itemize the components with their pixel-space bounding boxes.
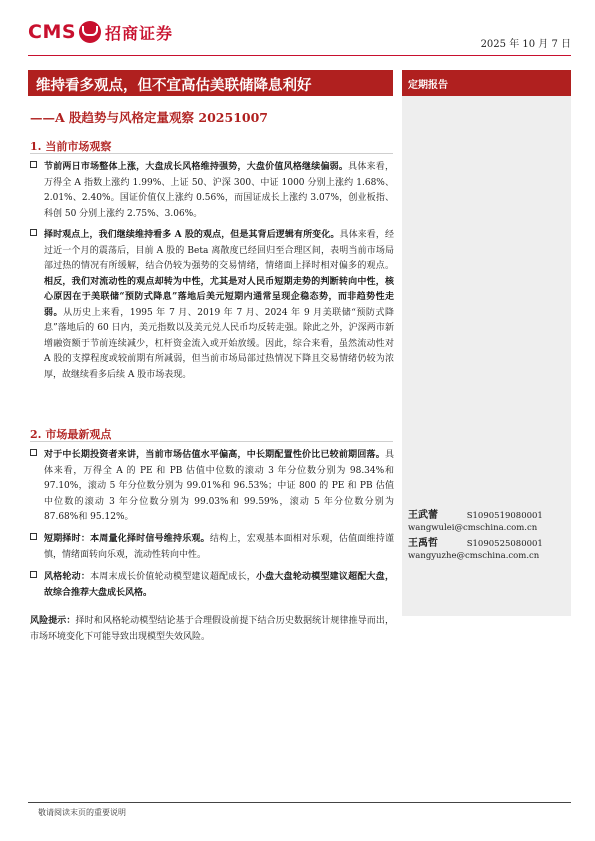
- bullet-text: [44, 532, 394, 563]
- footer-disclaimer: 敬请阅读末页的重要说明: [38, 808, 126, 817]
- list-item: [30, 532, 394, 563]
- bullet-text: [44, 228, 394, 383]
- bullet-text: [44, 570, 394, 601]
- logo-seal-icon: [79, 21, 101, 43]
- bullet-body: 本周末成长价值轮动模型建议超配成长，: [90, 572, 256, 582]
- checkbox-bullet-icon: [30, 449, 37, 456]
- bullet-lead: 节前两日市场整体上涨，大盘成长风格维持强势，大盘价值风格继续偏弱。: [44, 162, 349, 172]
- footer-divider: [28, 802, 571, 803]
- report-title: 维持看多观点，但不宜高估美联储降息利好: [36, 77, 312, 94]
- bullet-body: 具体来看，万得全 A 指数上涨约 1.99%、上证 50、沪深 300、中证 1000 分别上涨约 1.68%、2.01%、2.40%。国证价值仅上涨约 0.56%，而国证成长上涨约 3.07%，创业板指、科创 50 分别上涨约 2.75%、3.06%。: [44, 162, 394, 219]
- bullet-body: 具体来看，经过近一个月的震荡后，目前 A 股的 Beta 离散度已经回归至合理区间，表明当前市场局部过热的情况有所缓解，结合仍较为强势的交易情绪，情绪面上择时相对偏多的观点。: [44, 230, 394, 271]
- bullet-lead: 本周量化择时信号维持乐观。: [90, 534, 210, 544]
- section-divider: [30, 153, 393, 154]
- report-subtitle: ——A 股趋势与风格定量观察 20251007: [30, 110, 268, 125]
- logo-chinese: 招商证券: [105, 23, 174, 43]
- list-item: [30, 160, 394, 222]
- section-heading-2: 2. 市场最新观点: [30, 428, 112, 441]
- analyst-email[interactable]: wangwulei@cmschina.com.cn: [408, 523, 538, 533]
- report-type-label: 定期报告: [408, 80, 448, 91]
- checkbox-bullet-icon: [30, 229, 37, 236]
- bullet-emphasis: 小盘大盘轮动模型建议超配大盘，故综合推荐大盘成长风格。: [44, 572, 394, 598]
- section-divider: [30, 441, 393, 442]
- bullet-lead: 短期择时：: [44, 534, 91, 544]
- risk-label: 风险提示：: [30, 616, 76, 626]
- risk-warning: [30, 614, 394, 645]
- list-item: [30, 448, 394, 526]
- brand-logo: [28, 16, 173, 48]
- analyst-card: [408, 534, 543, 561]
- section-heading-1: 1. 当前市场观察: [30, 140, 112, 153]
- checkbox-bullet-icon: [30, 533, 37, 540]
- bullet-lead: 择时观点上，我们继续维持看多 A 股的观点，但是其背后逻辑有所变化。: [44, 230, 340, 240]
- header-divider: [28, 55, 571, 56]
- bullet-lead: 风格轮动：: [44, 572, 91, 582]
- list-item: [30, 570, 394, 601]
- analyst-license: S1090525080001: [466, 539, 543, 549]
- checkbox-bullet-icon: [30, 571, 37, 578]
- bullet-lead: 对于中长期投资者来讲，当前市场估值水平偏高，中长期配置性价比已较前期回落。: [44, 450, 385, 460]
- risk-text: 择时和风格轮动模型结论基于合理假设前提下结合历史数据统计规律推导而出，市场环境变化下可能导致出现模型失效风险。: [30, 616, 394, 642]
- checkbox-bullet-icon: [30, 161, 37, 168]
- analyst-license: S1090519080001: [466, 511, 543, 521]
- bullet-body: 具体来看，万得全 A 的 PE 和 PB 估值中位数的滚动 3 年分位数分别为 98.34%和 97.10%，滚动 5 年分位数分别为 99.01%和 96.53%；中证 800 的 PE 和 PB 估值中位数的滚动 3 年分位数分别为 99.03%和 99.59%，滚动 5 年分位数分别为 87.68%和 95.12%。: [44, 450, 394, 522]
- bullet-body: 从历史上来看，1995 年 7 月、2019 年 7 月、2024 年 9 月美联储“预防式降息”落地后的 60 日内，美元指数以及美元兑人民币均反转走强。除此之外，沪深两市新增融资额于节前连续减少，杠杆资金流入或开始放缓。因此，综合来看，虽然流动性对 A 股的支撑程度或较前期有所减弱，但当前市场局部过热情况下降且交易情绪仍较为浓厚，故继续看多后续 A 股市场表现。: [44, 307, 394, 380]
- logo-latin: CMS: [28, 21, 77, 43]
- report-date: 2025 年 10 月 7 日: [480, 39, 571, 50]
- bullet-text: [44, 448, 394, 526]
- bullet-text: [44, 160, 394, 222]
- list-item: [30, 228, 394, 383]
- analyst-card: [408, 506, 543, 533]
- analyst-name: 王武蕾: [408, 510, 438, 521]
- bullet-emphasis: 相反，我们对流动性的观点却转为中性，尤其是对人民币短期走势的判断转向中性，核心原因在于美联储“预防式降息”落地后美元短期内通常呈现企稳态势，而非趋势性走弱。: [44, 276, 394, 318]
- analyst-email[interactable]: wangyuzhe@cmschina.com.cn: [408, 551, 540, 561]
- bullet-body: 结构上，宏观基本面相对乐观，估值面维持谨慎，情绪面转向乐观，流动性转向中性。: [44, 534, 394, 560]
- analyst-name: 王禹哲: [408, 538, 438, 549]
